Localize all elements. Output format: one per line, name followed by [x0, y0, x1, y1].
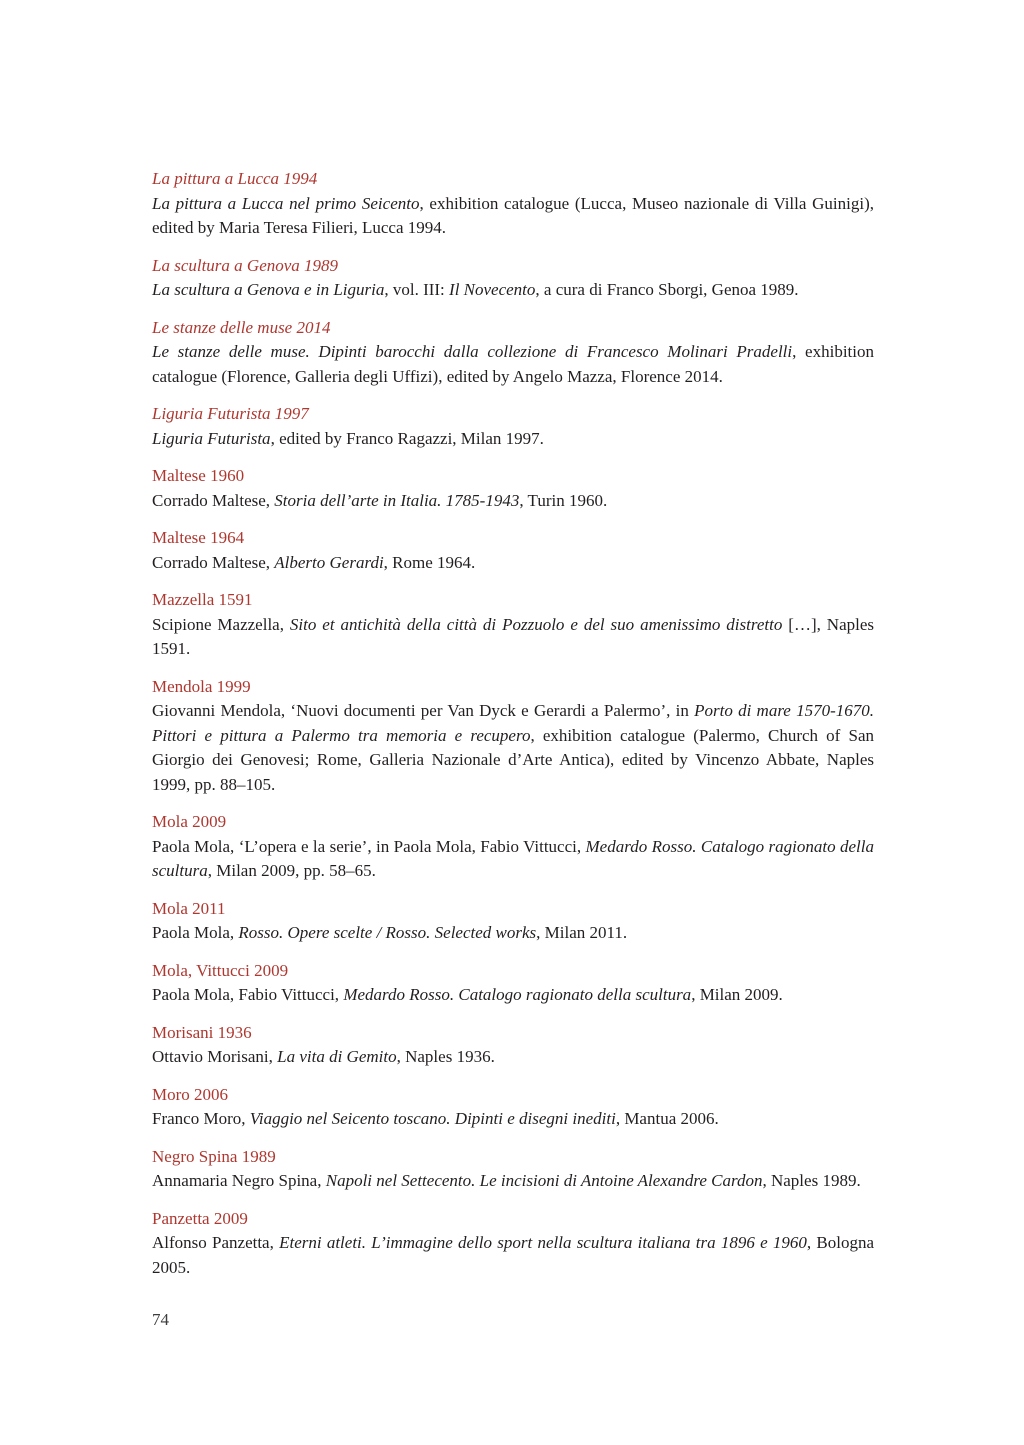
entry-header: Mendola 1999 — [152, 676, 251, 696]
text-segment: , Naples 1936. — [396, 1047, 495, 1066]
bibliography-entry — [152, 316, 874, 390]
bibliography-entry — [152, 167, 874, 241]
page-number: 74 — [152, 1310, 169, 1329]
entry-header: Mola, Vittucci 2009 — [152, 960, 289, 980]
text-segment: Paola Mola, ‘L’opera e la serie’, in Paola Mola, Fabio Vittucci, — [152, 836, 586, 856]
entry-body — [152, 613, 874, 662]
bibliography-entry — [152, 675, 874, 798]
text-segment: , Milan 2009. — [691, 985, 783, 1004]
entry-header: Maltese 1964 — [152, 528, 245, 547]
bibliography-entry — [152, 810, 874, 884]
text-segment: Paola Mola, — [152, 923, 239, 942]
cited-title: Liguria Futurista — [152, 428, 271, 448]
entry-body — [152, 489, 874, 514]
bibliography-entry — [152, 1021, 874, 1070]
text-segment: , Rome 1964. — [383, 552, 476, 572]
cited-title: Alberto Gerardi — [274, 552, 384, 572]
bibliography-list — [152, 167, 874, 1293]
text-segment: , exhibition catalogue (Florence, Galleria degli Uffizi), edited by Angelo Mazza, Florence 2014. — [152, 342, 874, 386]
bibliography-entry — [152, 1145, 874, 1194]
cited-title: La scultura a Genova e in Liguria — [152, 280, 385, 299]
entry-body — [152, 835, 874, 884]
cited-title: Rosso. Opere scelte / Rosso. Selected works — [238, 923, 537, 942]
bibliography-entry — [152, 897, 874, 946]
entry-header: La pittura a Lucca 1994 — [152, 169, 318, 188]
cited-title: La pittura a Lucca nel primo Seicento — [152, 193, 420, 213]
entry-body — [152, 278, 874, 303]
entry-header: Moro 2006 — [152, 1084, 229, 1104]
entry-header: Morisani 1936 — [152, 1022, 252, 1042]
text-segment: Ottavio Morisani, — [152, 1047, 278, 1066]
text-segment: , vol. III: — [384, 280, 450, 299]
bibliography-entry — [152, 959, 874, 1008]
text-segment: , a cura di Franco Sborgi, Genoa 1989. — [535, 280, 799, 299]
bibliography-entry — [152, 254, 874, 303]
text-segment: […], Naples 1591. — [152, 614, 875, 658]
bibliography-entry — [152, 526, 874, 575]
text-segment: , exhibition catalogue (Lucca, Museo nazionale di Villa Guinigi), edited by Maria Teresa Filieri, Lucca 1994. — [152, 193, 874, 237]
text-segment: , Bologna 2005. — [152, 1233, 875, 1277]
text-segment: , Mantua 2006. — [615, 1109, 719, 1128]
bibliography-entry — [152, 1207, 874, 1281]
entry-body — [152, 192, 874, 241]
entry-body — [152, 983, 874, 1008]
text-segment: Corrado Maltese, — [152, 552, 275, 572]
bibliography-entry — [152, 1083, 874, 1132]
entry-body — [152, 1231, 874, 1280]
text-segment: , Turin 1960. — [519, 490, 608, 510]
entry-body — [152, 921, 874, 946]
entry-body — [152, 551, 874, 576]
cited-title: Sito et antichità della città di Pozzuolo e del suo amenissimo distretto — [289, 614, 783, 634]
entry-body — [152, 1169, 874, 1194]
cited-title: Eterni atleti. L’immagine dello sport nella scultura italiana tra 1896 e 1960 — [279, 1233, 807, 1252]
cited-title: Medardo Rosso. Catalogo ragionato della scultura — [343, 985, 692, 1004]
entry-body — [152, 699, 874, 797]
entry-body — [152, 427, 874, 452]
cited-title: Napoli nel Settecento. Le incisioni di Antoine Alexandre Cardon — [325, 1171, 763, 1190]
text-segment: , exhibition catalogue (Palermo, Church of San Giorgio dei Genovesi; Rome, Galleria Nazionale d’Arte Antica), edited by Vincenzo Abbate, Naples 1999, pp. 88–105. — [152, 725, 874, 794]
entry-header: Le stanze delle muse 2014 — [152, 317, 331, 337]
text-segment: Paola Mola, Fabio Vittucci, — [152, 985, 344, 1004]
entry-header: Panzetta 2009 — [152, 1208, 248, 1228]
text-segment: Annamaria Negro Spina, — [152, 1171, 326, 1190]
entry-header: Maltese 1960 — [152, 466, 245, 485]
text-segment: , Milan 2009, pp. 58–65. — [207, 861, 376, 880]
text-segment: , edited by Franco Ragazzi, Milan 1997. — [270, 428, 544, 448]
entry-body — [152, 1045, 874, 1070]
cited-title: Storia dell’arte in Italia. 1785-1943 — [274, 490, 520, 510]
entry-header: Mola 2011 — [152, 898, 226, 918]
bibliography-entry — [152, 402, 874, 451]
bibliography-entry — [152, 464, 874, 513]
entry-header: Negro Spina 1989 — [152, 1146, 276, 1166]
cited-title: Le stanze delle muse. Dipinti barocchi dalla collezione di Francesco Molinari Pradelli — [152, 342, 793, 361]
text-segment: Corrado Maltese, — [152, 490, 275, 510]
cited-title: Il Novecento — [449, 280, 536, 299]
text-segment: Alfonso Panzetta, — [152, 1233, 280, 1252]
text-segment: , Milan 2011. — [536, 923, 628, 942]
entry-body — [152, 1107, 874, 1132]
text-segment: Scipione Mazzella, — [152, 614, 290, 634]
entry-header: Mola 2009 — [152, 812, 227, 831]
text-segment: Franco Moro, — [152, 1109, 250, 1128]
entry-header: La scultura a Genova 1989 — [152, 255, 339, 275]
text-segment: , Naples 1989. — [762, 1171, 861, 1190]
cited-title: Porto di mare 1570-1670. Pittori e pittura a Palermo tra memoria e recupero — [152, 701, 874, 745]
cited-title: Viaggio nel Seicento toscano. Dipinti e disegni inediti — [249, 1109, 616, 1128]
cited-title: La vita di Gemito — [277, 1047, 397, 1066]
bibliography-entry — [152, 588, 874, 662]
cited-title: Medardo Rosso. Catalogo ragionato della scultura — [152, 836, 874, 880]
entry-body — [152, 340, 874, 389]
entry-header: Mazzella 1591 — [152, 590, 253, 609]
entry-header: Liguria Futurista 1997 — [152, 404, 309, 423]
text-segment: Giovanni Mendola, ‘Nuovi documenti per Van Dyck e Gerardi a Palermo’, in — [152, 701, 695, 720]
